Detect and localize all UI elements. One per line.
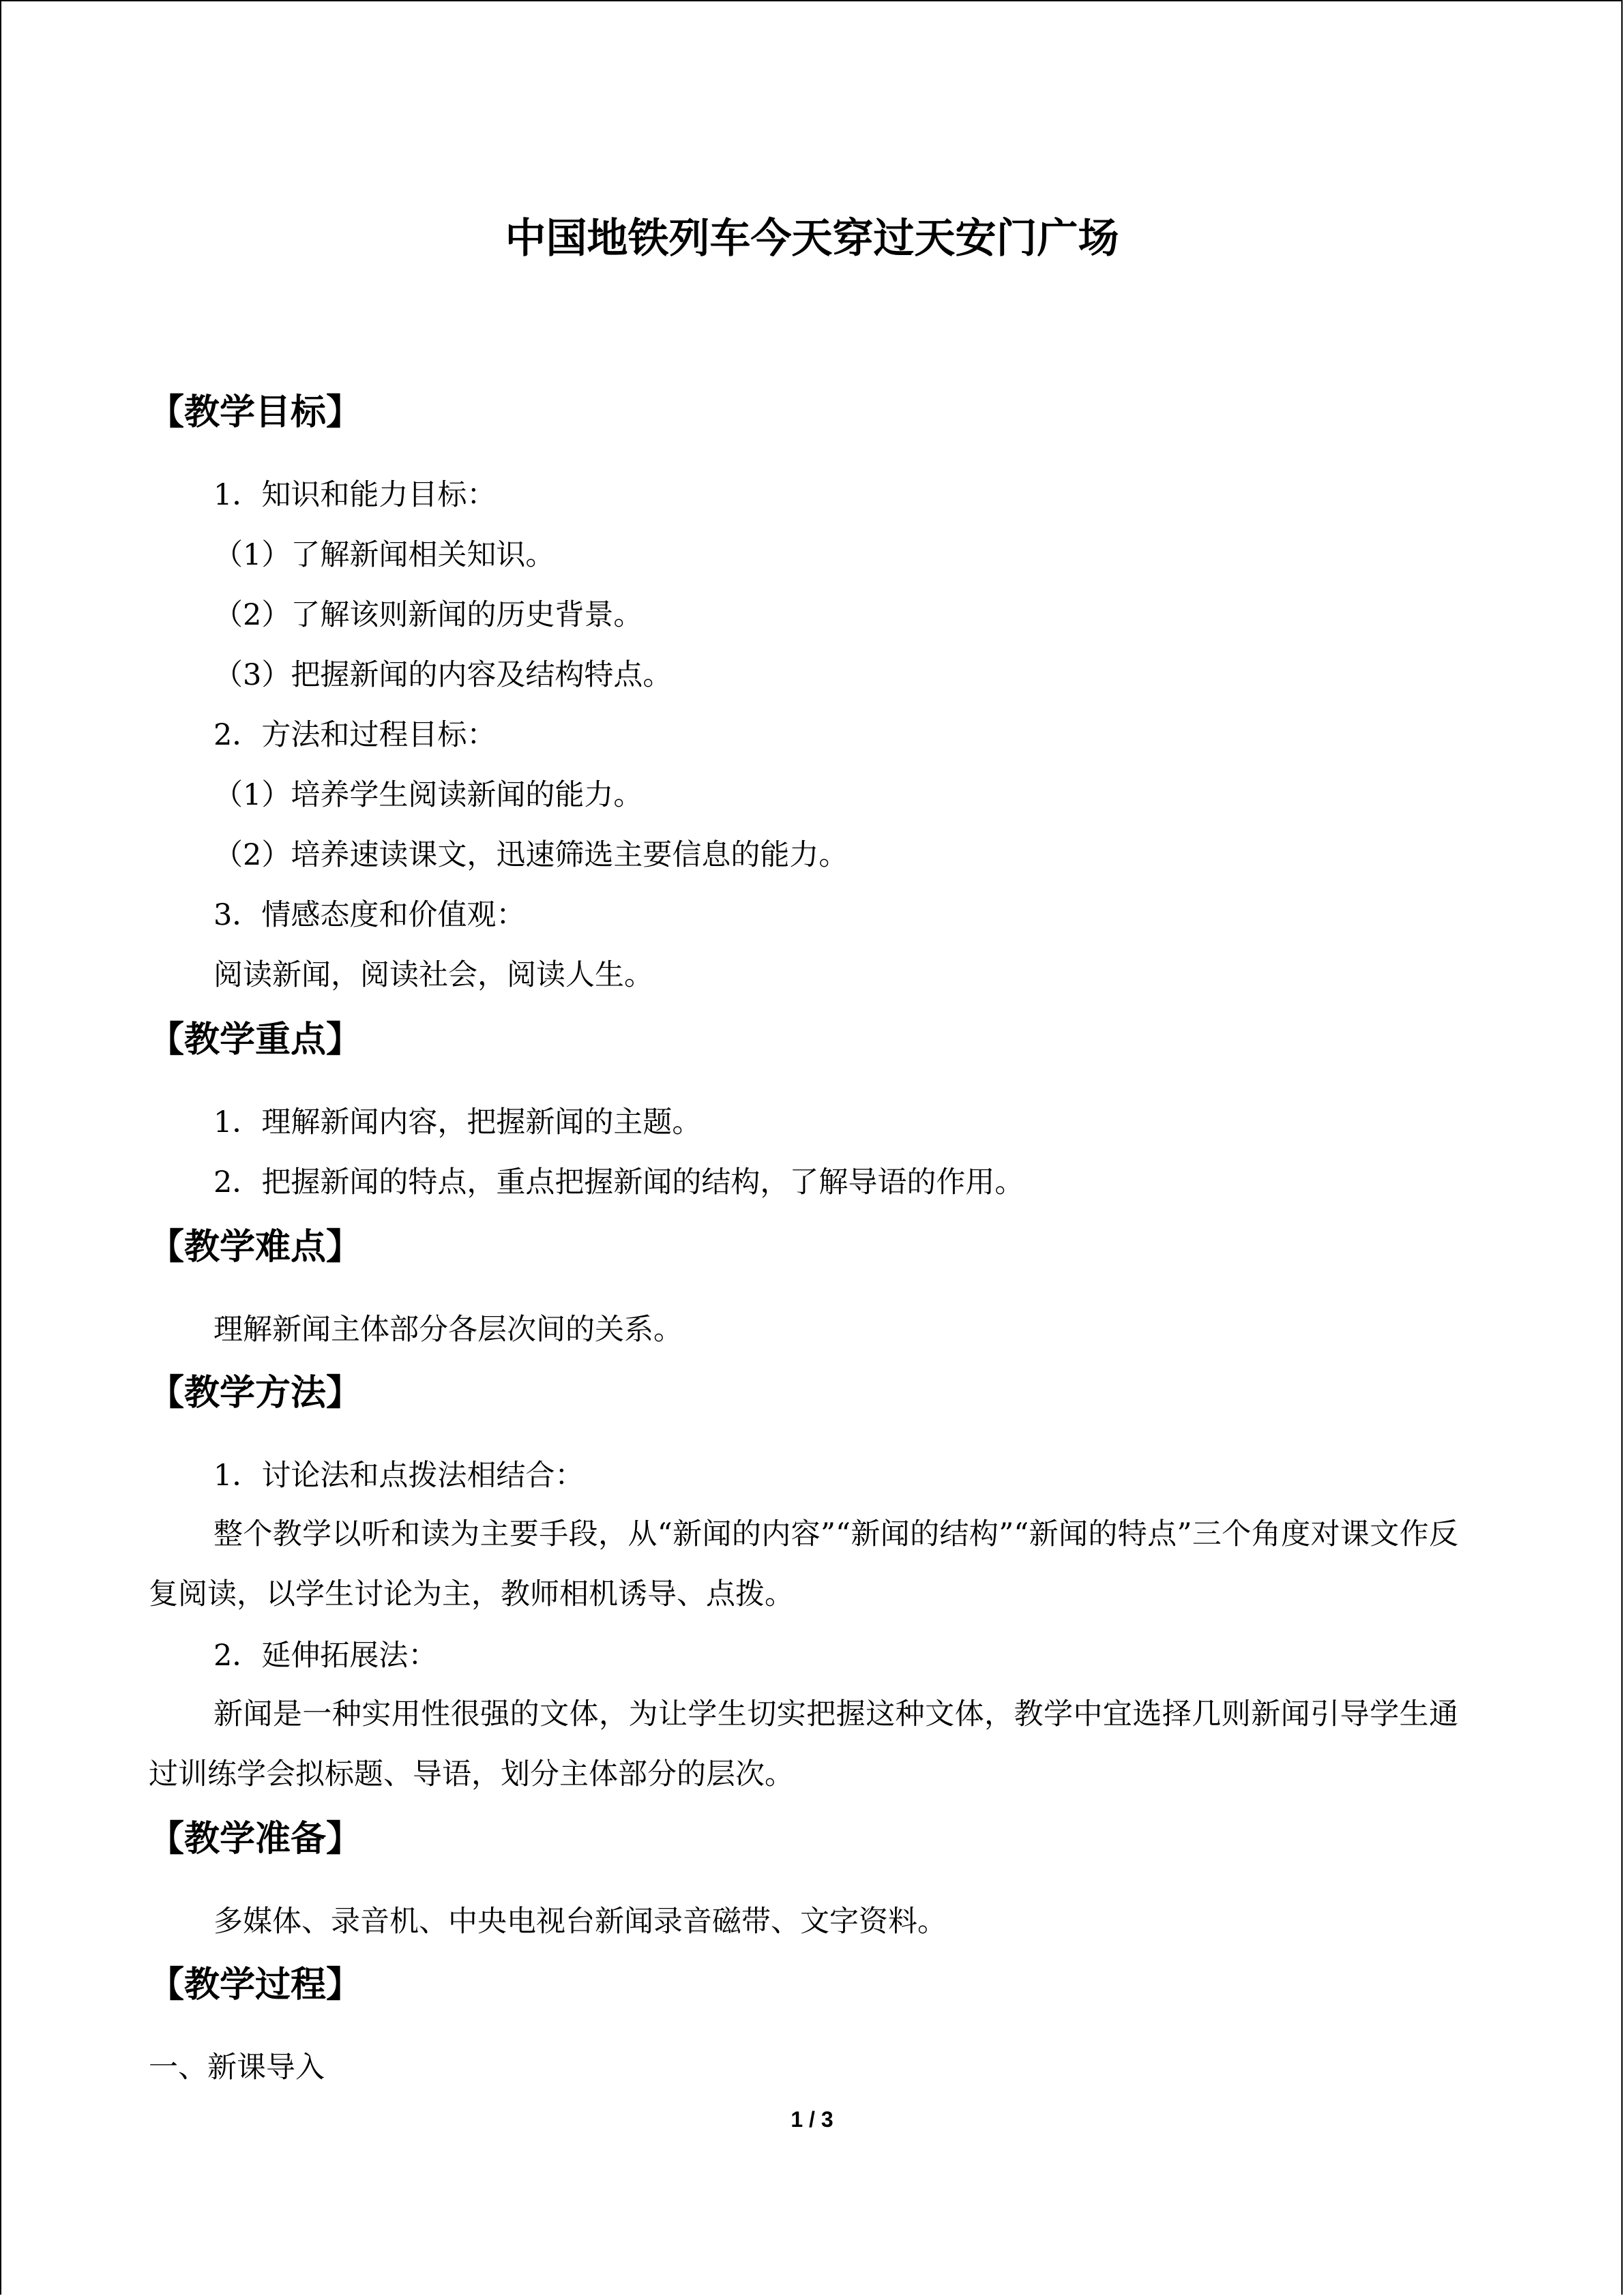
method-paragraph: 新闻是一种实用性很强的文体，为让学生切实把握这种文体，教学中宜选择几则新闻引导学生通过训练学会拟标题、导语，划分主体部分的层次。 (149, 1697, 1458, 1791)
method-item: 2．延伸拓展法： (213, 1639, 438, 1673)
objective-line: 3．情感态度和价值观： (213, 898, 526, 932)
section-heading-methods: 【教学方法】 (149, 1373, 362, 1414)
section-heading-difficulties: 【教学难点】 (149, 1227, 362, 1268)
objective-line: （3）把握新闻的内容及结构特点。 (213, 658, 673, 692)
section-heading-preparation: 【教学准备】 (149, 1819, 362, 1860)
page-number: 1 / 3 (791, 2107, 833, 2132)
objective-line: 阅读新闻，阅读社会，阅读人生。 (213, 958, 653, 992)
preparation-line: 多媒体、录音机、中央电视台新闻录音磁带、文字资料。 (213, 1905, 947, 1939)
key-point-line: 1．理解新闻内容，把握新闻的主题。 (213, 1105, 702, 1139)
objective-line: （1）培养学生阅读新闻的能力。 (213, 778, 643, 812)
objective-line: 1．知识和能力目标： (213, 478, 497, 512)
objective-line: （2）培养速读课文，迅速筛选主要信息的能力。 (213, 838, 848, 872)
objective-line: （2）了解该则新闻的历史背景。 (213, 598, 643, 632)
objective-line: 2．方法和过程目标： (213, 718, 497, 752)
process-line: 一、新课导入 (149, 2051, 325, 2085)
method-paragraph: 整个教学以听和读为主要手段，从“新闻的内容”“新闻的结构”“新闻的特点”三个角度对课文作反复阅读，以学生讨论为主，教师相机诱导、点拨。 (149, 1517, 1458, 1611)
method-item: 1．讨论法和点拨法相结合： (213, 1459, 585, 1493)
section-heading-key-points: 【教学重点】 (149, 1019, 362, 1060)
difficulty-line: 理解新闻主体部分各层次间的关系。 (213, 1313, 683, 1347)
document-title: 中国地铁列车今天穿过天安门广场 (505, 215, 1119, 263)
section-heading-objectives: 【教学目标】 (149, 392, 362, 433)
section-heading-process: 【教学过程】 (149, 1965, 362, 2006)
objective-line: （1）了解新闻相关知识。 (213, 538, 555, 572)
key-point-line: 2．把握新闻的特点，重点把握新闻的结构，了解导语的作用。 (213, 1165, 1024, 1199)
